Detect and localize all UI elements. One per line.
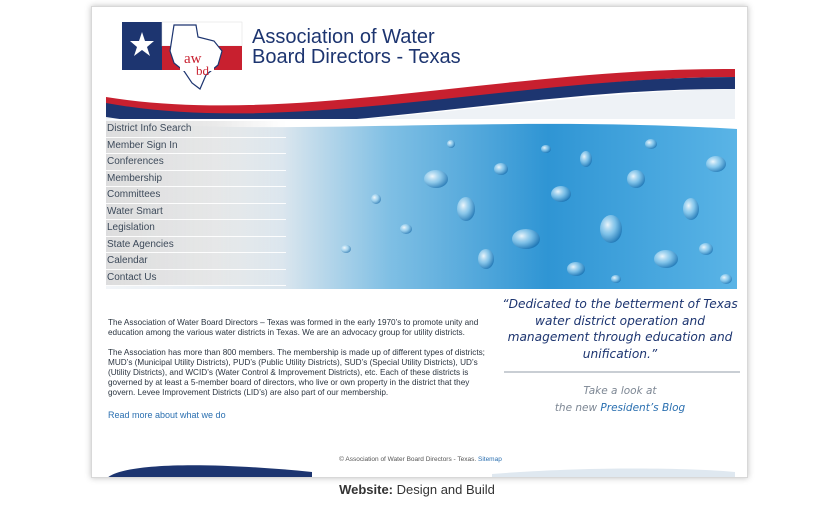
blog-promo-line1: Take a look at [583, 385, 657, 397]
nav-item-member-sign-in[interactable]: Member Sign In [106, 138, 286, 155]
presidents-blog-link[interactable]: President’s Blog [600, 402, 686, 414]
about-paragraph-2: The Association has more than 800 members. The membership is made up of different types of districts; MUD’s (Municipal Utility Districts), PUD’s (Public Utility Districts), SUD’s (Special Utility Districts), UD’s (Utility Districts), and WCID’s (Water Control & Improvement Districts), etc. Each of these districts is governed by at least a 5-member board of directors, who live or own property in the district that they govern. Levee Improvement Districts (LID’s) are also part of our membership. [108, 348, 485, 397]
nav-item-committees[interactable]: Committees [106, 187, 286, 204]
svg-text:bd: bd [196, 63, 209, 78]
caption-label: Website: [339, 482, 394, 497]
caption-text: Design and Build [393, 482, 495, 497]
footer-copyright: © Association of Water Board Directors - Texas. [339, 456, 477, 463]
awbd-logo [114, 17, 244, 97]
nav-item-conferences[interactable]: Conferences [106, 154, 286, 171]
blog-promo-line2 [500, 400, 740, 417]
nav-item-calendar[interactable]: Calendar [106, 253, 286, 270]
sitemap-link[interactable]: Sitemap [477, 456, 502, 463]
nav-item-district-info-search[interactable]: District Info Search [106, 121, 286, 138]
about-content [108, 318, 488, 421]
nav-item-water-smart[interactable]: Water Smart [106, 204, 286, 221]
mission-quote: “Dedicated to the betterment of Texas water district operation and management through education and unification.” [502, 297, 738, 361]
site-header [92, 7, 748, 127]
quote-divider [504, 371, 740, 373]
main-nav [106, 121, 286, 286]
screenshot-caption [0, 482, 834, 497]
about-paragraph-1: The Association of Water Board Directors – Texas was formed in the early 1970’s to promote unity and education among the various water districts in Texas. We are an advocacy group for utility districts. [108, 318, 479, 337]
read-more-link[interactable]: Read more about what we do [108, 410, 226, 420]
nav-item-legislation[interactable]: Legislation [106, 220, 286, 237]
site-title-line1: Association of Water [252, 26, 435, 48]
site-title-line2: Board Directors - Texas [252, 46, 461, 68]
nav-item-contact-us[interactable]: Contact Us [106, 270, 286, 287]
website-frame [91, 6, 748, 478]
nav-item-membership[interactable]: Membership [106, 171, 286, 188]
blog-promo [500, 383, 740, 417]
svg-text:aw: aw [184, 51, 202, 67]
blog-promo-prefix: the new [554, 402, 601, 414]
site-title[interactable] [252, 27, 461, 67]
site-footer [92, 456, 748, 463]
nav-item-state-agencies[interactable]: State Agencies [106, 237, 286, 254]
